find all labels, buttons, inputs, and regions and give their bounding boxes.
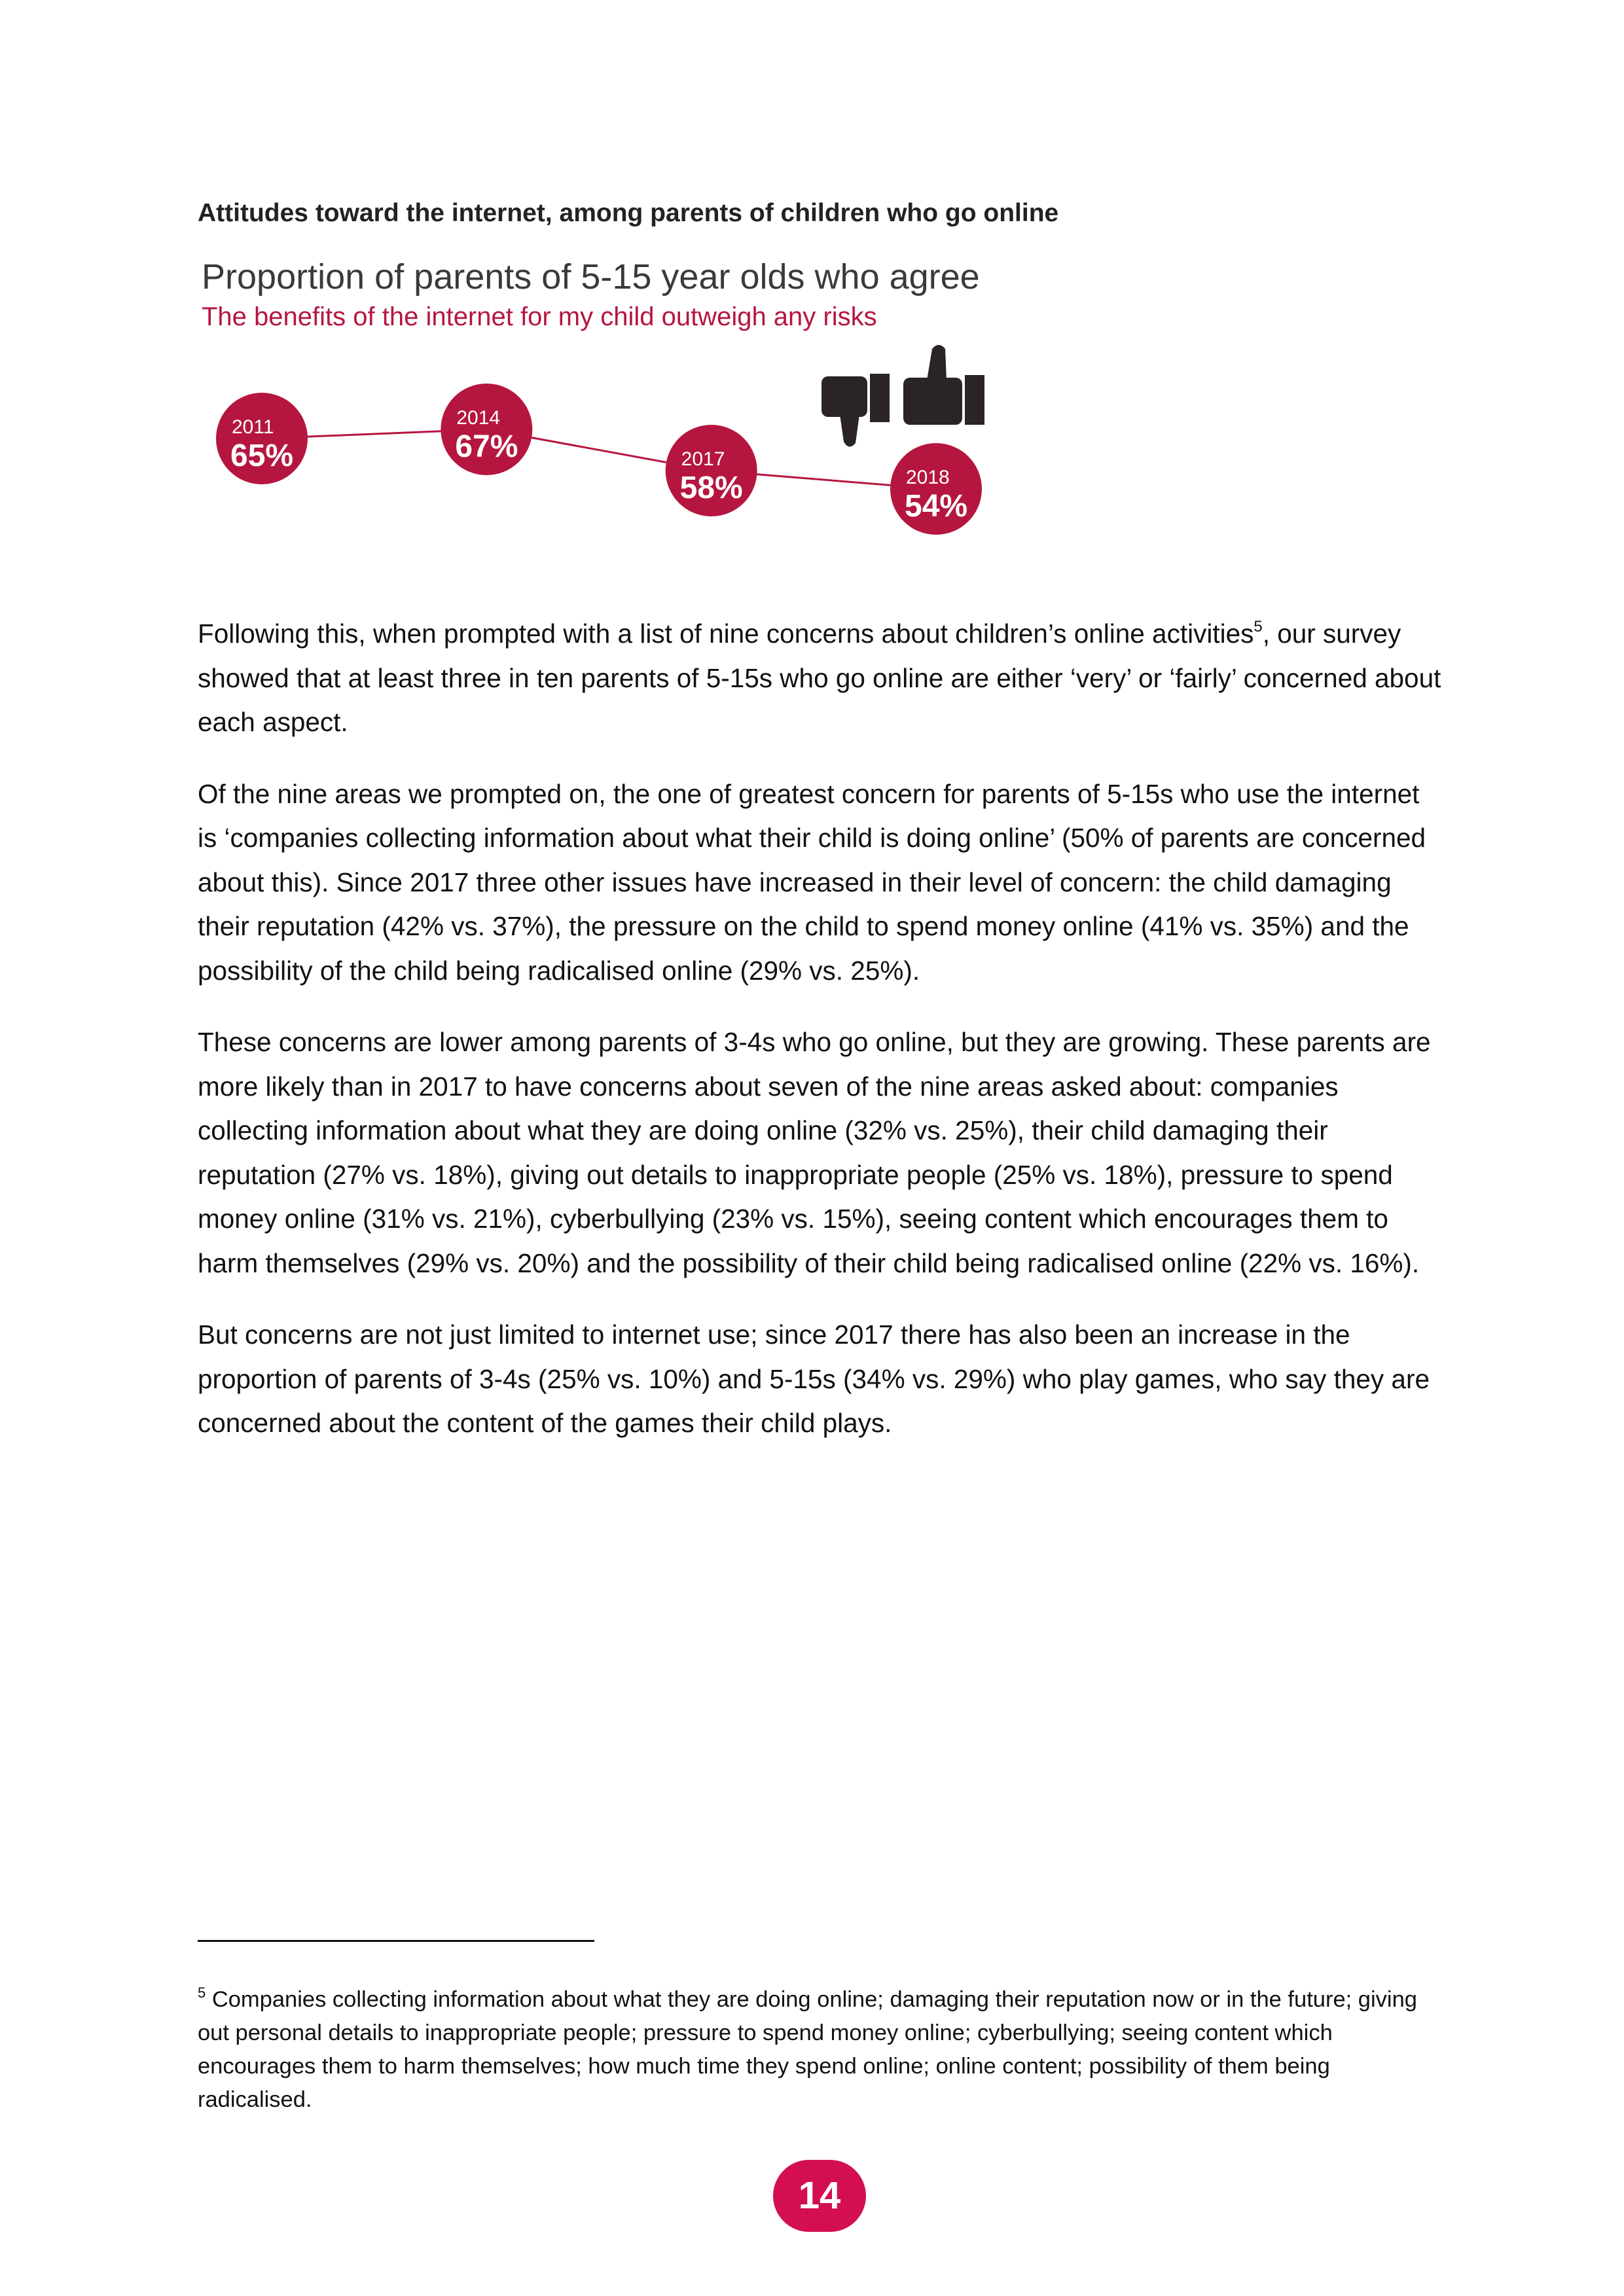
series-line [262,429,936,489]
paragraph-1-text: Following this, when prompted with a list of nine concerns about children’s online activities [198,619,1254,649]
year-label: 2018 [906,467,950,488]
footnote-ref[interactable]: 5 [1254,618,1263,636]
data-point-2018 [890,443,982,535]
data-point-2011 [216,393,308,484]
value-label: 54% [905,489,968,524]
paragraph-1 [198,612,1441,745]
paragraph-2: Of the nine areas we prompted on, the one of greatest concern for parents of 5-15s who use the internet is ‘companies collecting information about what their child is doing online’ (50% of parents are concerned about this). Since 2017 three other issues have increased in their level of concern: the child damaging their reputation (42% vs. 37%), the pressure on the child to spend money online (41% vs. 35%) and the possibility of the child being radicalised online (29% vs. 25%). [198,778,1426,986]
paragraph-1-tail: , our survey showed that at least three in ten parents of 5-15s who go online are either ‘very’ or ‘fairly’ concerned about each aspect. [198,619,1441,737]
figure-caption: Attitudes toward the internet, among parents of children who go online [198,199,1059,227]
value-label: 67% [455,429,518,464]
data-point-2017 [666,425,757,516]
footnote-divider [198,1940,594,1942]
thumbs-down-icon [821,374,890,447]
data-point-2014 [441,384,532,475]
year-label: 2014 [456,407,501,429]
footnote [198,1983,1441,2117]
footnote-text: Companies collecting information about what they are doing online; damaging their reputation now or in the future; giving out personal details to inappropriate people; pressure to spend money online; cyberbullying; seeing content which encourages them to harm themselves; how much time they spend online; online content; possibility of them being radicalised. [198,1987,1417,2112]
page-number-badge: 14 [773,2160,866,2232]
paragraph-4: But concerns are not just limited to internet use; since 2017 there has also been an increase in the proportion of parents of 3-4s (25% vs. 10%) and 5-15s (34% vs. 29%) who play games, who say they are concerned about the content of the games their child plays. [198,1319,1430,1438]
year-label: 2011 [232,416,274,438]
body-text [198,612,1441,1473]
value-label: 65% [230,439,294,473]
infographic-chart [196,259,1021,560]
paragraph-3: These concerns are lower among parents of 3-4s who go online, but they are growing. These parents are more likely than in 2017 to have concerns about seven of the nine areas asked about: companies collecting information about what they are doing online (32% vs. 25%), their child damaging their reputation (27% vs. 18%), giving out details to inappropriate people (25% vs. 18%), pressure to spend money online (31% vs. 21%), cyberbullying (23% vs. 15%), seeing content which encourages them to harm themselves (29% vs. 20%) and the possibility of their child being radicalised online (22% vs. 16%). [198,1027,1431,1278]
chart-subtitle: The benefits of the internet for my child outweigh any risks [202,302,877,331]
year-label: 2017 [681,448,725,470]
chart-title: Proportion of parents of 5-15 year olds who agree [202,259,980,296]
footnote-marker: 5 [198,1984,206,2001]
value-label: 58% [679,471,743,505]
thumbs-up-icon [903,345,984,425]
